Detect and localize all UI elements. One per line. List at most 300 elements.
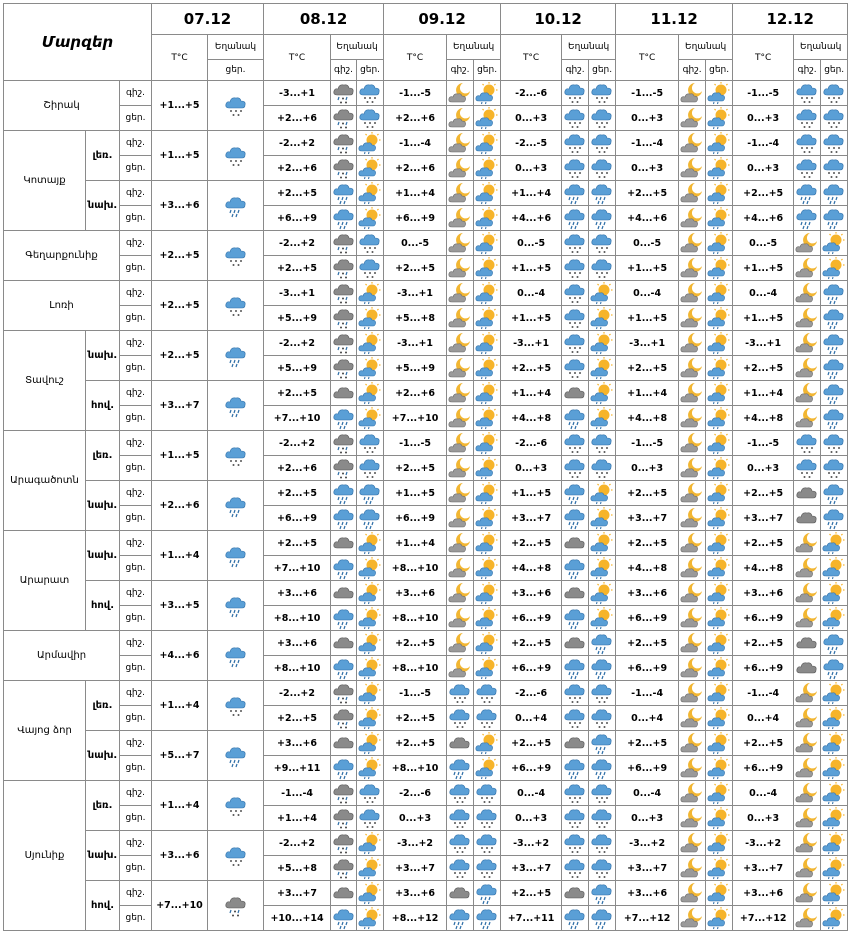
weather-cell (794, 206, 821, 231)
temp-value: -1...-4 (733, 131, 794, 156)
weather-cell (331, 381, 357, 406)
weather-cell (794, 731, 821, 756)
cloud-rain-icon (448, 908, 472, 927)
weather-cell (706, 606, 733, 631)
weather-cell (706, 506, 733, 531)
sun-cloud-icon (822, 608, 846, 627)
moon-cloud-icon (680, 833, 704, 852)
moon-cloud-icon (448, 483, 472, 502)
time-of-day: ցեր. (120, 506, 152, 531)
temp-value: +8...+12 (384, 906, 447, 931)
weather-cell (357, 681, 384, 706)
weather-cell (208, 231, 264, 281)
table-body (4, 81, 848, 931)
temp-value: +5...+9 (384, 356, 447, 381)
weather-cell (562, 556, 589, 581)
weather-cell (474, 731, 501, 756)
weather-header: Եղանակ (447, 35, 501, 60)
moon-cloud-icon (680, 408, 704, 427)
weather-cell (208, 481, 264, 531)
sun-cloud-icon (475, 383, 499, 402)
sun-cloud-icon (475, 633, 499, 652)
weather-cell (331, 631, 357, 656)
cloud-snow-icon (590, 233, 614, 252)
weather-cell (562, 356, 589, 381)
temp-value: 0...+3 (501, 156, 562, 181)
temp-value: +3...+7 (733, 506, 794, 531)
sun-cloud-icon (590, 358, 614, 377)
sun-cloud-icon (475, 758, 499, 777)
temp-value: -3...+1 (264, 81, 331, 106)
temp-value: +3...+6 (264, 581, 331, 606)
time-of-day: գիշ. (120, 431, 152, 456)
moon-cloud-icon (448, 608, 472, 627)
temp-value: +2...+5 (384, 631, 447, 656)
weather-cell (706, 881, 733, 906)
table-row (4, 706, 848, 731)
sun-cloud-icon (707, 633, 731, 652)
cloud-rain-icon (795, 208, 819, 227)
sun-cloud-icon (707, 508, 731, 527)
moon-cloud-icon (680, 883, 704, 902)
region-name: Շիրակ (4, 81, 120, 131)
weather-cell (474, 206, 501, 231)
sun-cloud-icon (358, 883, 382, 902)
weather-cell (794, 181, 821, 206)
moon-cloud-icon (448, 408, 472, 427)
cloud-snow-icon (475, 683, 499, 702)
cloud-snow-icon (795, 158, 819, 177)
temp-value: +8...+10 (264, 606, 331, 631)
sun-cloud-icon (822, 733, 846, 752)
weather-cell (679, 431, 706, 456)
temp-value: +2...+5 (384, 456, 447, 481)
temp-value: +1...+5 (501, 481, 562, 506)
weather-cell (821, 806, 848, 831)
weather-cell (821, 431, 848, 456)
night-subheader: գիշ. (331, 60, 357, 81)
cloud-rain-icon (590, 183, 614, 202)
sun-cloud-icon (707, 283, 731, 302)
temp-value: -2...+2 (264, 831, 331, 856)
temp-value: +2...+5 (616, 731, 679, 756)
weather-cell (821, 181, 848, 206)
sun-cloud-icon (822, 583, 846, 602)
weather-cell (589, 256, 616, 281)
moon-cloud-icon (448, 133, 472, 152)
sun-cloud-icon (590, 583, 614, 602)
temp-value: -2...+2 (264, 131, 331, 156)
weather-cell (706, 356, 733, 381)
sun-cloud-icon (358, 283, 382, 302)
cloud-rain-icon (332, 608, 356, 627)
weather-cell (331, 756, 357, 781)
weather-cell (562, 631, 589, 656)
temp-value: +2...+5 (264, 256, 331, 281)
moon-cloud-icon (795, 583, 819, 602)
moon-cloud-icon (448, 508, 472, 527)
sun-cloud-icon (822, 783, 846, 802)
temp-value: +6...+9 (616, 606, 679, 631)
weather-cell (589, 806, 616, 831)
moon-cloud-icon (680, 908, 704, 927)
weather-cell (331, 881, 357, 906)
temp-value: +6...+9 (384, 506, 447, 531)
cloud-snow-icon (590, 133, 614, 152)
moon-cloud-icon (680, 683, 704, 702)
moon-cloud-icon (448, 183, 472, 202)
cloud-rain-icon (563, 208, 587, 227)
weather-cell (589, 156, 616, 181)
temp-value: +7...+12 (616, 906, 679, 931)
temp-value: -3...+2 (733, 831, 794, 856)
temp-value: -2...-6 (501, 81, 562, 106)
weather-cell (447, 856, 474, 881)
time-of-day: գիշ. (120, 881, 152, 906)
temp-value: +1...+5 (733, 256, 794, 281)
temp-value: -3...+2 (501, 831, 562, 856)
weather-cell (331, 656, 357, 681)
weather-cell (589, 131, 616, 156)
cloud-snow-icon (475, 708, 499, 727)
temp-value: 0...+3 (501, 106, 562, 131)
cloud-snow-icon (358, 108, 382, 127)
cloud-icon (563, 883, 587, 902)
weather-cell (357, 531, 384, 556)
table-row (4, 531, 848, 556)
weather-cell (474, 831, 501, 856)
weather-cell (794, 106, 821, 131)
temp-value: -3...+1 (384, 281, 447, 306)
weather-cell (706, 631, 733, 656)
weather-cell (474, 256, 501, 281)
cloud-snow-icon (822, 108, 846, 127)
cloud-snow-icon (475, 783, 499, 802)
cloud-snow-icon (590, 808, 614, 827)
moon-cloud-icon (448, 233, 472, 252)
temp-value: -3...+1 (264, 281, 331, 306)
cloud-rain-snow-icon (332, 233, 356, 252)
region-name: Արմավիր (4, 631, 120, 681)
sun-cloud-icon (475, 508, 499, 527)
weather-cell (562, 581, 589, 606)
temp-value: -1...-5 (733, 81, 794, 106)
cloud-rain-icon (224, 645, 248, 664)
temp-value: 0...+3 (733, 106, 794, 131)
temp-value: +2...+5 (384, 706, 447, 731)
cloud-rain-snow-icon (332, 108, 356, 127)
weather-cell (562, 181, 589, 206)
cloud-snow-icon (563, 308, 587, 327)
weather-cell (589, 756, 616, 781)
cloud-snow-icon (590, 783, 614, 802)
weather-cell (821, 631, 848, 656)
weather-cell (562, 681, 589, 706)
cloud-rain-snow-icon (332, 308, 356, 327)
temp-value: +2...+5 (616, 531, 679, 556)
moon-cloud-icon (680, 383, 704, 402)
moon-cloud-icon (680, 508, 704, 527)
cloud-rain-icon (590, 633, 614, 652)
moon-cloud-icon (680, 708, 704, 727)
temp-value: -3...+1 (384, 331, 447, 356)
weather-cell (821, 231, 848, 256)
temp-value: +2...+5 (264, 531, 331, 556)
weather-cell (679, 356, 706, 381)
cloud-snow-icon (475, 808, 499, 827)
weather-cell (447, 756, 474, 781)
cloud-rain-icon (822, 183, 846, 202)
temp-value: +3...+6 (152, 831, 208, 881)
sun-cloud-icon (590, 483, 614, 502)
sun-cloud-icon (475, 458, 499, 477)
weather-cell (208, 781, 264, 831)
temp-value: +1...+4 (152, 781, 208, 831)
weather-cell (447, 281, 474, 306)
moon-cloud-icon (448, 558, 472, 577)
table-row (4, 481, 848, 506)
weather-cell (474, 281, 501, 306)
weather-cell (794, 81, 821, 106)
moon-cloud-icon (795, 733, 819, 752)
temp-value: +6...+9 (264, 206, 331, 231)
sun-cloud-icon (475, 608, 499, 627)
temp-value: +2...+5 (616, 481, 679, 506)
cloud-icon (332, 583, 356, 602)
weather-cell (679, 856, 706, 881)
time-of-day: գիշ. (120, 281, 152, 306)
weather-cell (331, 681, 357, 706)
cloud-icon (332, 383, 356, 402)
table-row (4, 731, 848, 756)
weather-cell (706, 531, 733, 556)
moon-cloud-icon (448, 583, 472, 602)
weather-cell (794, 356, 821, 381)
cloud-snow-icon (563, 333, 587, 352)
time-of-day: ցեր. (120, 906, 152, 931)
table-row (4, 856, 848, 881)
zone-name: լեռ. (86, 131, 120, 181)
temp-value: +2...+5 (733, 631, 794, 656)
weather-cell (447, 781, 474, 806)
sun-cloud-icon (707, 833, 731, 852)
weather-cell (562, 456, 589, 481)
cloud-rain-icon (590, 883, 614, 902)
cloud-rain-icon (224, 395, 248, 414)
sun-cloud-icon (822, 708, 846, 727)
weather-cell (447, 881, 474, 906)
temp-value: +3...+7 (501, 856, 562, 881)
weather-cell (447, 906, 474, 931)
time-of-day: գիշ. (120, 581, 152, 606)
table-row (4, 806, 848, 831)
weather-cell (794, 831, 821, 856)
temp-value: -1...-5 (733, 431, 794, 456)
cloud-rain-snow-icon (332, 708, 356, 727)
weather-cell (794, 531, 821, 556)
weather-cell (794, 506, 821, 531)
temp-value: +7...+10 (384, 406, 447, 431)
time-of-day: ցեր. (120, 456, 152, 481)
weather-cell (706, 256, 733, 281)
temp-value: +7...+11 (501, 906, 562, 931)
weather-cell (794, 556, 821, 581)
cloud-rain-icon (822, 208, 846, 227)
weather-cell (706, 231, 733, 256)
zone-name: նախ. (86, 731, 120, 781)
temp-value: +10...+14 (264, 906, 331, 931)
temp-value: -3...+2 (384, 831, 447, 856)
cloud-rain-icon (332, 558, 356, 577)
weather-cell (679, 906, 706, 931)
sun-cloud-icon (475, 658, 499, 677)
temp-value: +2...+5 (733, 481, 794, 506)
weather-cell (589, 731, 616, 756)
weather-cell (589, 481, 616, 506)
sun-cloud-icon (475, 533, 499, 552)
sun-cloud-icon (707, 783, 731, 802)
cloud-rain-icon (475, 883, 499, 902)
night-subheader: գիշ. (447, 60, 474, 81)
table-row (4, 256, 848, 281)
temp-value: +8...+10 (384, 756, 447, 781)
temp-value: +2...+5 (501, 631, 562, 656)
weather-cell (331, 406, 357, 431)
weather-cell (794, 781, 821, 806)
moon-cloud-icon (680, 733, 704, 752)
weather-cell (208, 831, 264, 881)
sun-cloud-icon (590, 558, 614, 577)
cloud-icon (563, 633, 587, 652)
weather-cell (357, 606, 384, 631)
moon-cloud-icon (795, 883, 819, 902)
weather-cell (794, 381, 821, 406)
temp-value: +3...+6 (384, 581, 447, 606)
sun-cloud-icon (475, 733, 499, 752)
moon-cloud-icon (448, 633, 472, 652)
sun-cloud-icon (590, 283, 614, 302)
weather-cell (331, 206, 357, 231)
cloud-rain-icon (822, 358, 846, 377)
sun-cloud-icon (590, 333, 614, 352)
moon-cloud-icon (680, 183, 704, 202)
temp-value: +5...+8 (384, 306, 447, 331)
weather-cell (474, 81, 501, 106)
cloud-snow-icon (590, 433, 614, 452)
time-of-day: գիշ. (120, 231, 152, 256)
cloud-snow-icon (795, 458, 819, 477)
moon-cloud-icon (795, 308, 819, 327)
temp-value: -3...+1 (501, 331, 562, 356)
weather-cell (821, 831, 848, 856)
weather-cell (331, 281, 357, 306)
moon-cloud-icon (448, 208, 472, 227)
weather-cell (794, 681, 821, 706)
sun-cloud-icon (358, 183, 382, 202)
weather-cell (589, 831, 616, 856)
temp-value: -1...-5 (616, 81, 679, 106)
temp-value: -2...-6 (501, 681, 562, 706)
weather-cell (357, 481, 384, 506)
weather-cell (357, 906, 384, 931)
weather-cell (474, 531, 501, 556)
temp-value: +2...+5 (264, 706, 331, 731)
temp-value: +2...+6 (384, 156, 447, 181)
temp-value: -1...-5 (384, 81, 447, 106)
temp-value: +9...+11 (264, 756, 331, 781)
temp-value: +2...+5 (616, 631, 679, 656)
weather-cell (679, 756, 706, 781)
temp-value: +3...+6 (733, 581, 794, 606)
temp-value: -1...-5 (384, 431, 447, 456)
temp-value: +6...+9 (384, 206, 447, 231)
temp-value: +3...+6 (501, 581, 562, 606)
weather-cell (589, 406, 616, 431)
weather-cell (706, 381, 733, 406)
cloud-rain-snow-icon (332, 858, 356, 877)
weather-cell (447, 156, 474, 181)
sun-cloud-icon (707, 358, 731, 377)
weather-cell (447, 731, 474, 756)
moon-cloud-icon (795, 858, 819, 877)
time-of-day: գիշ. (120, 131, 152, 156)
cloud-snow-icon (563, 458, 587, 477)
sun-cloud-icon (707, 83, 731, 102)
temp-value: +1...+5 (501, 256, 562, 281)
temp-value: -2...+2 (264, 331, 331, 356)
cloud-rain-icon (224, 595, 248, 614)
moon-cloud-icon (448, 333, 472, 352)
time-of-day: ցեր. (120, 306, 152, 331)
sun-cloud-icon (707, 308, 731, 327)
weather-cell (794, 156, 821, 181)
weather-cell (706, 81, 733, 106)
temp-value: +6...+9 (733, 656, 794, 681)
weather-cell (357, 756, 384, 781)
weather-cell (821, 706, 848, 731)
temp-value: +1...+4 (616, 381, 679, 406)
cloud-snow-icon (590, 858, 614, 877)
weather-cell (474, 881, 501, 906)
cloud-rain-icon (332, 408, 356, 427)
weather-cell (794, 281, 821, 306)
weather-cell (447, 406, 474, 431)
sun-cloud-icon (822, 558, 846, 577)
weather-cell (447, 706, 474, 731)
temp-value: +1...+5 (384, 481, 447, 506)
weather-cell (447, 381, 474, 406)
cloud-icon (795, 633, 819, 652)
weather-cell (474, 756, 501, 781)
weather-cell (331, 106, 357, 131)
temp-value: 0...+4 (501, 706, 562, 731)
weather-cell (679, 206, 706, 231)
weather-cell (331, 356, 357, 381)
table-row (4, 831, 848, 856)
temp-value: +4...+8 (501, 406, 562, 431)
day-subheader: ցեր. (474, 60, 501, 81)
temp-value: +2...+5 (501, 731, 562, 756)
date-header: 10.12 (501, 4, 616, 35)
sun-cloud-icon (707, 658, 731, 677)
temp-value: +8...+10 (384, 556, 447, 581)
weather-cell (331, 731, 357, 756)
weather-cell (679, 381, 706, 406)
time-of-day: ցեր. (120, 406, 152, 431)
weather-cell (562, 756, 589, 781)
weather-cell (794, 131, 821, 156)
weather-cell (331, 156, 357, 181)
